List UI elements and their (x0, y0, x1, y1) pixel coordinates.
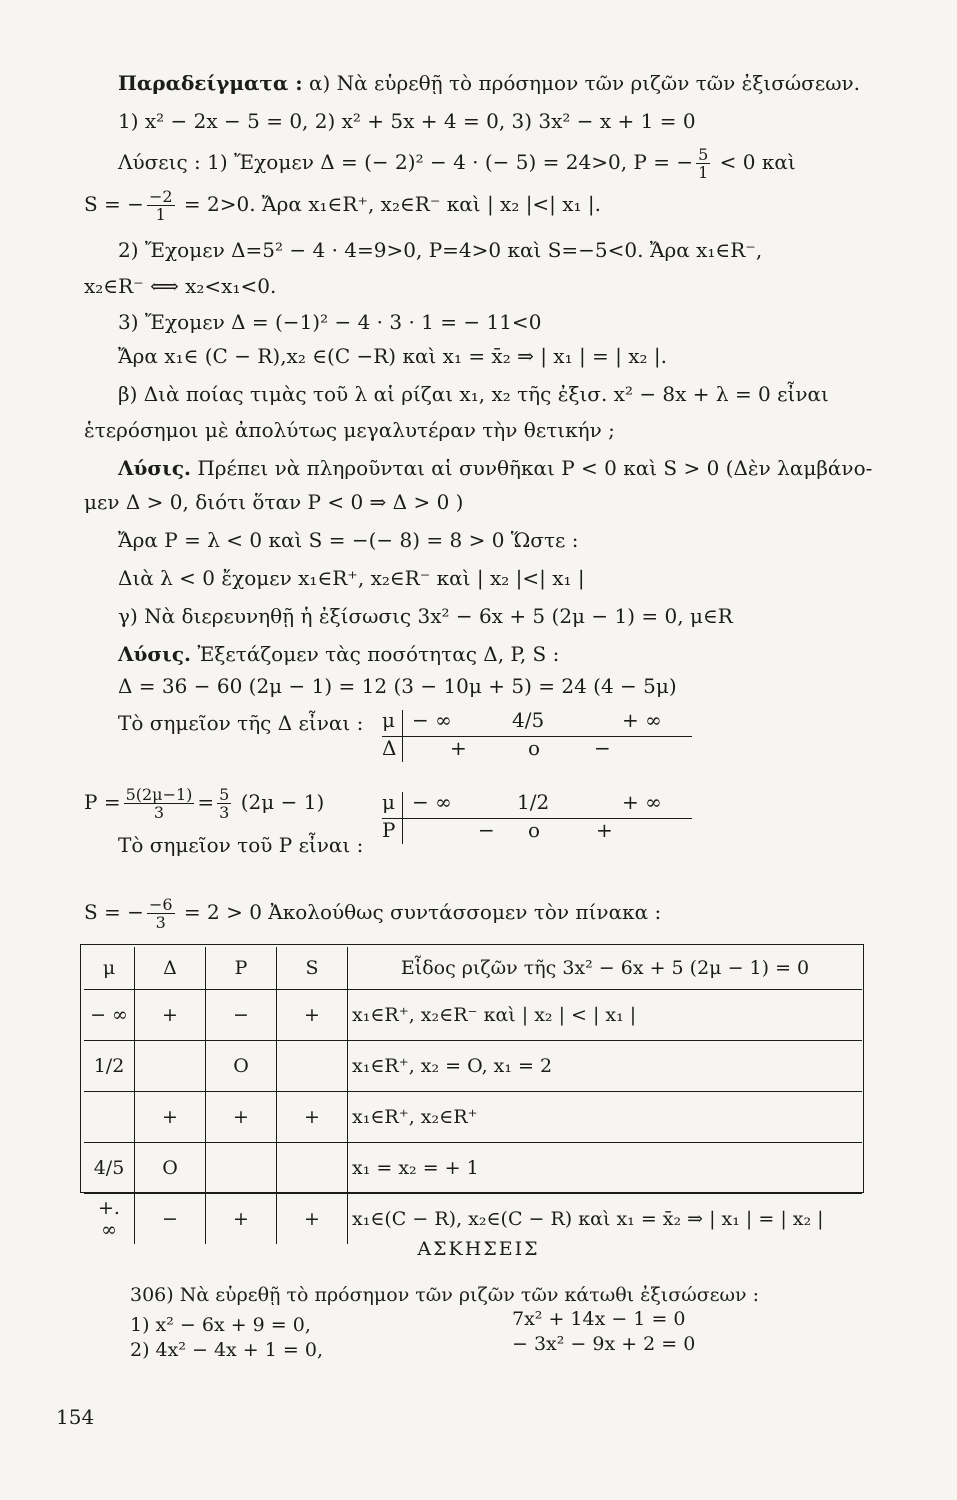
s-expression (84, 896, 661, 931)
cell-p (206, 1143, 277, 1194)
cell-kind: x₁∈R⁺, x₂∈R⁺ (348, 1092, 863, 1143)
solution-label-c: Λύσις. (118, 642, 191, 666)
exercise-eq-3: 7x² + 14x − 1 = 0 (512, 1308, 686, 1330)
solution1-line (118, 146, 796, 181)
part-c-question: γ) Νὰ διερευνηθῇ ἡ ἐξίσωσις 3x² − 6x + 5 (2μ − 1) = 0, μ∈R (118, 604, 733, 628)
part-c-solution-1 (118, 641, 559, 667)
header-kind: Εἶδος ριζῶν τῆς 3x² − 6x + 5 (2μ − 1) = 0 (348, 947, 863, 990)
table-row (84, 1041, 862, 1092)
fraction-neg2-over-1 (147, 188, 175, 223)
fraction-den: 1 (155, 205, 166, 224)
table-row (84, 1194, 862, 1245)
table-row (84, 1143, 862, 1194)
sign-plus: + (450, 736, 467, 760)
sign-minus-inf: − ∞ (412, 790, 452, 814)
solution2-line: 2) Ἔχομεν Δ=5² − 4 · 4=9>0, P=4>0 καὶ S=−5<0. Ἄρα x₁∈R⁻, (118, 238, 763, 262)
sign-mu: μ (382, 790, 395, 814)
cell-s (277, 1143, 348, 1194)
header-p: P (206, 947, 277, 990)
examples-heading: Παραδείγματα : (118, 71, 303, 95)
solutions-label: Λύσεις : (118, 150, 201, 174)
sign-p: P (382, 818, 396, 842)
cell-delta: O (135, 1143, 206, 1194)
header-delta: Δ (135, 947, 206, 990)
fraction-num: 5 (698, 145, 709, 164)
sign-delta: Δ (382, 736, 397, 760)
exercise-306: 306) Νὰ εὑρεθῇ τὸ πρόσημον τῶν ριζῶν τῶν κάτωθι ἐξισώσεων : (130, 1284, 759, 1306)
part-b-question-b: ἑτερόσημοι μὲ ἀπολύτως μεγαλυτέραν τὴν θετικήν ; (84, 418, 615, 442)
p-fraction-2 (217, 786, 231, 821)
s-suffix: = 2 > 0 Ἀκολούθως συντάσσομεν τὸν πίνακα : (183, 900, 662, 924)
fraction-num: 5 (219, 785, 230, 804)
fraction-num: −2 (148, 187, 173, 206)
sign-plus: + (596, 818, 613, 842)
p-sign-table (382, 790, 692, 848)
equations-line: 1) x² − 2x − 5 = 0, 2) x² + 5x + 4 = 0, 3) 3x² − x + 1 = 0 (118, 109, 696, 133)
cell-mu: +. ∞ (84, 1194, 135, 1245)
part-b-solution-2: μεν Δ > 0, διότι ὅταν P < 0 ⇒ Δ > 0 ) (84, 490, 464, 514)
exercises-title: ΑΣΚΗΣΕΙΣ (417, 1238, 540, 1260)
sign-plus-inf: + ∞ (622, 708, 662, 732)
fraction-num: −6 (148, 895, 173, 914)
exercise-eq-4: − 3x² − 9x + 2 = 0 (512, 1333, 696, 1355)
delta-expression: Δ = 36 − 60 (2μ − 1) = 12 (3 − 10μ + 5) = 24 (4 − 5μ) (118, 674, 677, 698)
examples-line-a (118, 70, 860, 96)
table-row (84, 990, 862, 1041)
cell-mu: − ∞ (84, 990, 135, 1041)
cell-delta: + (135, 990, 206, 1041)
solution3-line: 3) Ἔχομεν Δ = (−1)² − 4 · 3 · 1 = − 11<0 (118, 310, 542, 334)
delta-sign-label: Τὸ σημεῖον τῆς Δ εἶναι : (118, 711, 364, 735)
cell-s: + (277, 990, 348, 1041)
s-prefix: S = − (84, 900, 144, 924)
header-mu: μ (84, 947, 135, 990)
sign-zero: o (528, 818, 541, 842)
p-sign-label: Τὸ σημεῖον τοῦ P εἶναι : (118, 833, 364, 857)
solution1-s-line (84, 188, 601, 223)
fraction-den: 3 (219, 803, 230, 822)
cell-kind: x₁ = x₂ = + 1 (348, 1143, 863, 1194)
cell-s (277, 1041, 348, 1092)
cell-p: − (206, 990, 277, 1041)
table-row (84, 1092, 862, 1143)
sign-root: 1/2 (517, 790, 550, 814)
cell-kind: x₁∈R⁺, x₂ = O, x₁ = 2 (348, 1041, 863, 1092)
delta-sign-table (382, 708, 692, 766)
solution-label: Λύσις. (118, 456, 191, 480)
fraction-5-over-1 (696, 146, 710, 181)
sign-root: 4/5 (512, 708, 545, 732)
part-b-solution-text: Πρέπει νὰ πληροῦνται αἱ συνθῆκαι P < 0 καὶ S > 0 (Δὲν λαμβάνο- (197, 456, 873, 480)
cell-p: O (206, 1041, 277, 1092)
p-equals: = (197, 790, 215, 814)
table-header-row (84, 947, 862, 990)
p-fraction-1 (124, 786, 195, 821)
cell-p: + (206, 1092, 277, 1143)
exercise-eq-2: 2) 4x² − 4x + 1 = 0, (130, 1339, 323, 1361)
cell-mu (84, 1092, 135, 1143)
page-number: 154 (56, 1405, 95, 1429)
sign-minus: − (478, 818, 495, 842)
fraction-den: 1 (698, 163, 709, 182)
sign-mu: μ (382, 708, 395, 732)
fraction-num: 5(2μ−1) (125, 785, 193, 804)
cell-p: + (206, 1194, 277, 1245)
exercise-eq-1: 1) x² − 6x + 9 = 0, (130, 1314, 311, 1336)
p-prefix: P = (84, 790, 121, 814)
cell-mu: 1/2 (84, 1041, 135, 1092)
cell-kind: x₁∈(C − R), x₂∈(C − R) καὶ x₁ = x̄₂ ⇒ | x₁ | = | x₂ | (352, 1208, 824, 1230)
sign-minus: − (594, 736, 611, 760)
header-s: S (277, 947, 348, 990)
s-suffix: = 2>0. Ἄρα x₁∈R⁺, x₂∈R⁻ καὶ | x₂ |<| x₁ |. (183, 192, 602, 216)
fraction-den: 3 (153, 803, 165, 822)
examples-a-intro: α) Νὰ εὑρεθῇ τὸ πρόσημον τῶν ριζῶν τῶν ἐξισώσεων. (308, 71, 861, 95)
s-fraction (147, 896, 175, 931)
cell-delta: − (135, 1194, 206, 1245)
sign-zero: o (528, 736, 541, 760)
cell-kind: x₁∈R⁺, x₂∈R⁻ καὶ | x₂ | < | x₁ | (348, 990, 863, 1041)
s-prefix: S = − (84, 192, 144, 216)
fraction-den: 3 (155, 913, 166, 932)
part-b-solution-1 (118, 455, 872, 481)
part-b-question: β) Διὰ ποίας τιμὰς τοῦ λ αἱ ρίζαι x₁, x₂ τῆς ἐξισ. x² − 8x + λ = 0 εἶναι (118, 382, 829, 406)
cell-delta: + (135, 1092, 206, 1143)
solution1-text: 1) Ἔχομεν Δ = (− 2)² − 4 · (− 5) = 24>0, P = − (207, 150, 694, 174)
p-suffix: (2μ − 1) (240, 790, 325, 814)
cell-delta (135, 1041, 206, 1092)
sign-minus-inf: − ∞ (412, 708, 452, 732)
part-c-solution-text: Ἐξετάζομεν τὰς ποσότητας Δ, P, S : (197, 642, 560, 666)
discussion-table (84, 947, 862, 1244)
part-b-solution-4: Διὰ λ < 0 ἔχομεν x₁∈R⁺, x₂∈R⁻ καὶ | x₂ |<| x₁ | (118, 566, 585, 590)
cell-s: + (277, 1092, 348, 1143)
solution3-line-b: Ἄρα x₁∈ (C − R),x₂ ∈(C −R) καὶ x₁ = x̄₂ ⇒ | x₁ | = | x₂ |. (118, 344, 668, 368)
sign-plus-inf: + ∞ (622, 790, 662, 814)
cell-mu: 4/5 (84, 1143, 135, 1194)
solution2-line-b: x₂∈R⁻ ⟺ x₂<x₁<0. (84, 274, 277, 298)
part-b-solution-3: Ἄρα P = λ < 0 καὶ S = −(− 8) = 8 > 0 Ὥστε : (118, 528, 579, 552)
p-expression (84, 786, 324, 821)
solution1-tail: < 0 καὶ (719, 150, 796, 174)
cell-s: + (277, 1194, 348, 1245)
